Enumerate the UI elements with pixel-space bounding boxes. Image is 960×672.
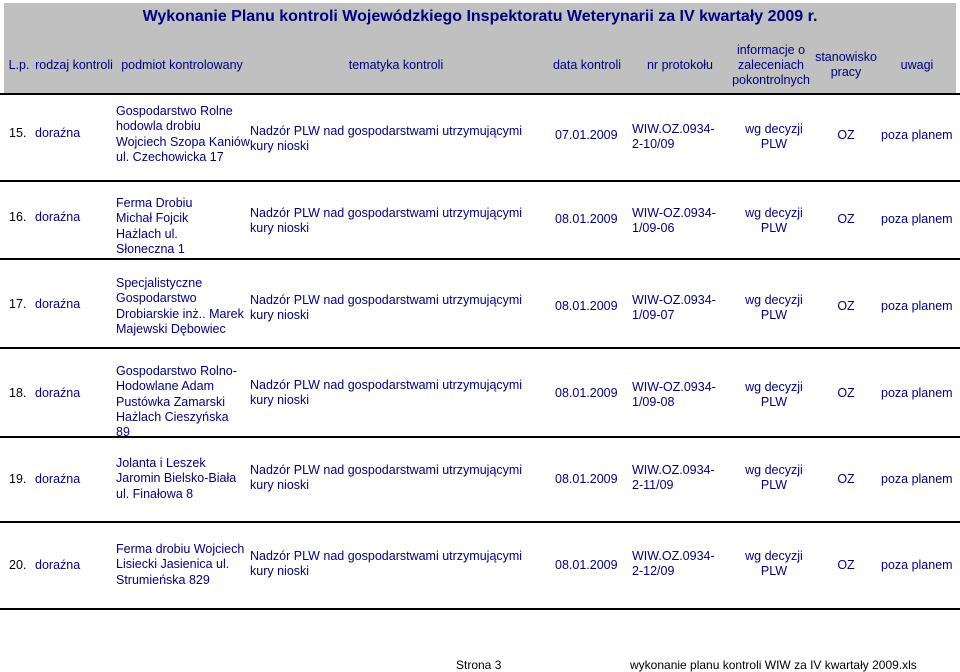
cell-informacje: wg decyzji PLW [745, 463, 803, 493]
cell-nr: WIW-OZ.0934-1/09-07 [632, 293, 716, 323]
header-rodzaj: rodzaj kontroli [35, 57, 113, 72]
cell-uwagi: poza planem [881, 128, 953, 142]
cell-podmiot: Jolanta i Leszek Jaromin Bielsko-Biała ul. Finałowa 8 [116, 456, 237, 501]
cell-rodzaj: doraźna [35, 210, 81, 224]
cell-informacje: wg decyzji PLW [745, 549, 803, 579]
cell-stanowisko: OZ [837, 386, 855, 400]
cell-tematyka: Nadzór PLW nad gospodarstwami utrzymującymi kury nioski [250, 463, 523, 493]
cell-uwagi: poza planem [881, 472, 953, 486]
cell-lp: 16. [9, 210, 27, 224]
cell-uwagi: poza planem [881, 212, 953, 226]
table-separator [0, 93, 960, 95]
cell-data: 08.01.2009 [555, 472, 618, 486]
cell-stanowisko: OZ [837, 299, 855, 313]
table-separator [0, 608, 960, 610]
cell-lp: 15. [9, 126, 27, 140]
table-separator [0, 347, 960, 349]
header-data: data kontroli [552, 57, 622, 72]
cell-rodzaj: doraźna [35, 297, 81, 311]
cell-lp: 17. [9, 297, 27, 311]
cell-podmiot: Gospodarstwo Rolno-Hodowlane Adam Pustówka Zamarski Hażlach Cieszyńska 89 [116, 364, 237, 440]
header-podmiot: podmiot kontrolowany [121, 57, 243, 72]
cell-uwagi: poza planem [881, 558, 953, 572]
footer-file: wykonanie planu kontroli WIW za IV kwartały 2009.xls [630, 658, 917, 672]
cell-nr: WIW-OZ.0934-1/09-06 [632, 206, 716, 236]
cell-nr: WIW-OZ.0934-1/09-08 [632, 380, 716, 410]
cell-stanowisko: OZ [837, 212, 855, 226]
cell-nr: WIW.OZ.0934-2-10/09 [632, 122, 715, 152]
cell-tematyka: Nadzór PLW nad gospodarstwami utrzymującymi kury nioski [250, 293, 523, 323]
cell-data: 08.01.2009 [555, 212, 618, 226]
cell-tematyka: Nadzór PLW nad gospodarstwami utrzymującymi kury nioski [250, 206, 523, 236]
cell-lp: 19. [9, 472, 27, 486]
table-separator [0, 258, 960, 260]
header-nr: nr protokołu [646, 57, 713, 72]
cell-podmiot: Ferma drobiu Wojciech Lisiecki Jasienica ul. Strumieńska 829 [116, 542, 245, 587]
cell-nr: WIW.OZ.0934-2-11/09 [632, 463, 715, 493]
cell-podmiot: Specjalistyczne Gospodarstwo Drobiarskie inż.. Marek Majewski Dębowiec [116, 276, 244, 336]
cell-rodzaj: doraźna [35, 472, 81, 486]
cell-data: 08.01.2009 [555, 299, 618, 313]
cell-stanowisko: OZ [837, 128, 855, 142]
cell-rodzaj: doraźna [35, 558, 81, 572]
cell-data: 07.01.2009 [555, 128, 618, 142]
cell-tematyka: Nadzór PLW nad gospodarstwami utrzymującymi kury nioski [250, 124, 523, 154]
cell-nr: WIW.OZ.0934-2-12/09 [632, 549, 715, 579]
cell-informacje: wg decyzji PLW [745, 293, 803, 323]
header-uwagi: uwagi [900, 57, 934, 72]
cell-lp: 18. [9, 386, 27, 400]
cell-data: 08.01.2009 [555, 558, 618, 572]
header-tematyka: tematyka kontroli [348, 57, 444, 72]
header-informacje: informacje o zaleceniach pokontrolnych [732, 42, 810, 87]
cell-stanowisko: OZ [837, 472, 855, 486]
cell-rodzaj: doraźna [35, 126, 81, 140]
cell-podmiot: Ferma Drobiu Michał Fojcik Hażlach ul. Słoneczna 1 [116, 196, 193, 256]
table-separator [0, 180, 960, 182]
cell-stanowisko: OZ [837, 558, 855, 572]
cell-rodzaj: doraźna [35, 386, 81, 400]
cell-podmiot: Gospodarstwo Rolne hodowla drobiu Wojciech Szopa Kaniów ul. Czechowicka 17 [116, 104, 250, 164]
cell-data: 08.01.2009 [555, 386, 618, 400]
page-title: Wykonanie Planu kontroli Wojewódzkiego Inspektoratu Weterynarii za IV kwartały 2009 r. [142, 8, 818, 25]
cell-tematyka: Nadzór PLW nad gospodarstwami utrzymującymi kury nioski [250, 378, 523, 408]
cell-tematyka: Nadzór PLW nad gospodarstwami utrzymującymi kury nioski [250, 549, 523, 579]
header-stanowisko: stanowisko pracy [815, 50, 877, 79]
footer-page: Strona 3 [456, 658, 502, 672]
cell-uwagi: poza planem [881, 299, 953, 313]
cell-lp: 20. [9, 558, 27, 572]
header-lp: L.p. [8, 57, 30, 72]
table-separator [0, 521, 960, 523]
cell-uwagi: poza planem [881, 386, 953, 400]
cell-informacje: wg decyzji PLW [745, 122, 803, 152]
cell-informacje: wg decyzji PLW [745, 380, 803, 410]
cell-informacje: wg decyzji PLW [745, 206, 803, 236]
